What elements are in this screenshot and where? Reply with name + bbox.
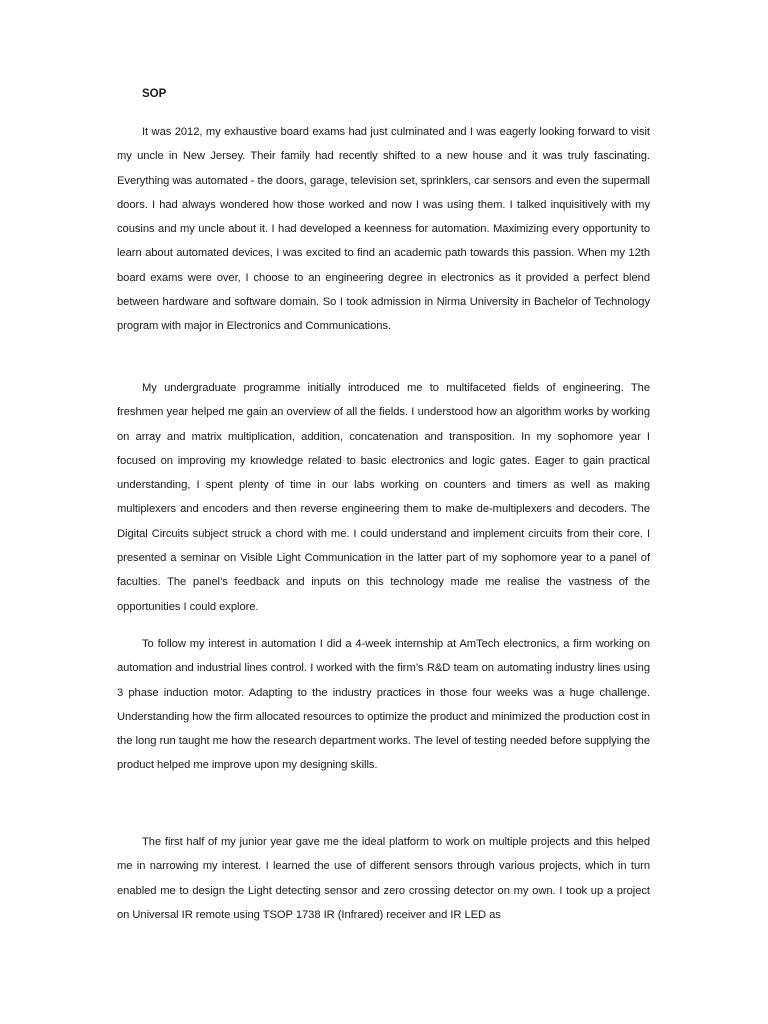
paragraph-2: My undergraduate programme initially introduced me to multifaceted fields of engineering. The freshmen year helped me gain an overview of all the fields. I understood how an algorithm works by working on array and matrix multiplication, addition, concatenation and transposition. In my sophomore year I focused on improving my knowledge related to basic electronics and logic gates. Eager to gain practical understanding, I spent plenty of time in our labs working on counters and timers as well as making multiplexers and encoders and then reverse engineering them to make de-multiplexers and decoders. The Digital Circuits subject struck a chord with me. I could understand and implement circuits from their core. I presented a seminar on Visible Light Communication in the latter part of my sophomore year to a panel of faculties. The panel’s feedback and inputs on this technology made me realise the vastness of the opportunities I could explore.: [117, 382, 650, 613]
paragraph-1: It was 2012, my exhaustive board exams had just culminated and I was eagerly looking forward to visit my uncle in New Jersey. Their family had recently shifted to a new house and it was truly fascinating. Everything was automated - the doors, garage, television set, sprinklers, car sensors and even the supermall doors. I had always wondered how those worked and now I was using them. I talked inquisitively with my cousins and my uncle about it. I had developed a keenness for automation. Maximizing every opportunity to learn about automated devices, I was excited to find an academic path towards this passion. When my 12th board exams were over, I choose to an engineering degree in electronics as it provided a perfect blend between hardware and software domain. So I took admission in Nirma University in Bachelor of Technology program with major in Electronics and Communications.: [117, 126, 650, 333]
paragraph-4: The first half of my junior year gave me the ideal platform to work on multiple projects and this helped me in narrowing my interest. I learned the use of different sensors through various projects, which in turn enabled me to design the Light detecting sensor and zero crossing detector on my own. I took up a project on Universal IR remote using TSOP 1738 IR (Infrared) receiver and IR LED as: [117, 836, 650, 921]
document-title: SOP: [142, 88, 167, 100]
paragraph-3: To follow my interest in automation I did a 4-week internship at AmTech electronics, a firm working on automation and industrial lines control. I worked with the firm’s R&D team on automating industry lines using 3 phase induction motor. Adapting to the industry practices in those four weeks was a huge challenge. Understanding how the firm allocated resources to optimize the product and minimized the production cost in the long run taught me how the research department works. The level of testing needed before supplying the product helped me improve upon my designing skills.: [117, 638, 650, 772]
